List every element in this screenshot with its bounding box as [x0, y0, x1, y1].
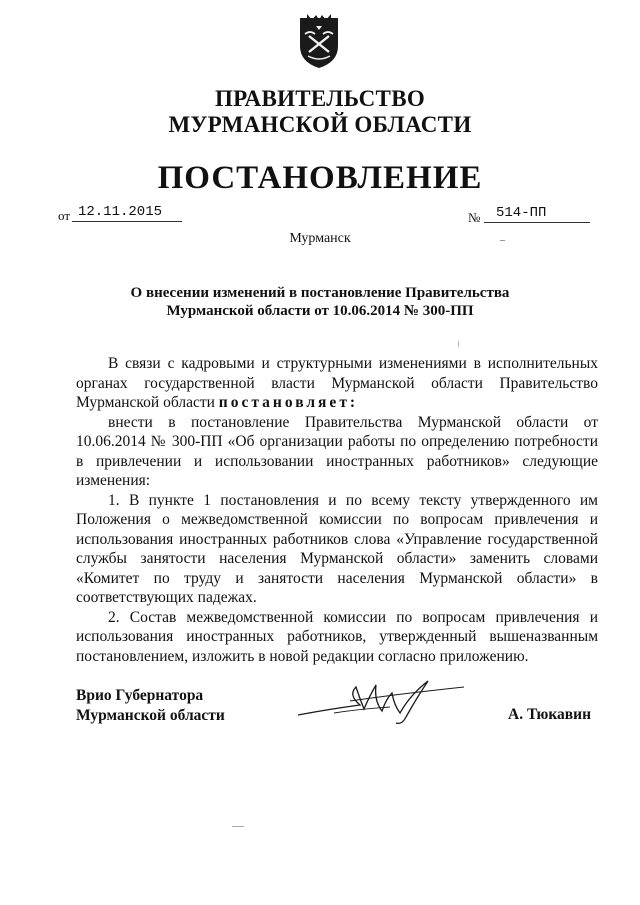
body-paragraph-2: внести в постановление Правительства Мурманской области от 10.06.2014 № 300-ПП «Об организации работы по определению потребности в привлечении и использовании иностранных работников» следующие изменения:	[76, 413, 598, 489]
government-title-line2: МУРМАНСКОЙ ОБЛАСТИ	[168, 112, 472, 137]
signatory-position-line1: Врио Губернатора	[76, 687, 204, 704]
document-subject	[100, 284, 540, 320]
number-sign: №	[468, 210, 481, 225]
scan-artifact	[232, 826, 244, 827]
body-paragraph-3: 1. В пункте 1 постановления и по всему тексту утвержденного им Положения о межведомственной комиссии по вопросам привлечения и использования иностранных работников слова «Управление государственной службы занятости населения Мурманской области» заменить словами «Комитет по труду и занятости населения Мурманской области» в соответствующих падежах.	[76, 491, 598, 606]
signatory-name: А. Тюкавин	[508, 706, 592, 723]
document-number: 514-ПП	[484, 204, 590, 223]
body-paragraph-1	[76, 354, 598, 413]
date-prefix: от	[58, 208, 71, 223]
government-title-line1: ПРАВИТЕЛЬСТВО	[214, 86, 426, 111]
document-date: 12.11.2015	[72, 203, 182, 222]
coat-of-arms-icon	[296, 12, 342, 70]
document-type-title: ПОСТАНОВЛЕНИЕ	[157, 160, 483, 196]
resolution-keyword: постановляет:	[218, 394, 359, 411]
subject-line1: О внесении изменений в постановление Правительства	[130, 285, 510, 301]
paragraph-1-text: В связи с кадровыми и структурными изменениями в исполнительных органах государственной власти Мурманской области Правительство Мурманской области	[76, 355, 598, 411]
subject-line2: Мурманской области от 10.06.2014 № 300-ПП	[166, 303, 474, 319]
document-body	[76, 354, 598, 666]
signatory-position-line2: Мурманской области	[76, 706, 225, 724]
scan-artifact	[500, 240, 505, 241]
city: Мурманск	[289, 231, 351, 246]
signatory-position	[76, 686, 225, 725]
handwritten-signature-icon	[290, 665, 470, 735]
body-paragraph-4: 2. Состав межведомственной комиссии по вопросам привлечения и использования иностранных работников, утвержденный вышеназванным постановлением, изложить в новой редакции согласно приложению.	[76, 608, 598, 665]
scan-artifact	[458, 341, 459, 347]
